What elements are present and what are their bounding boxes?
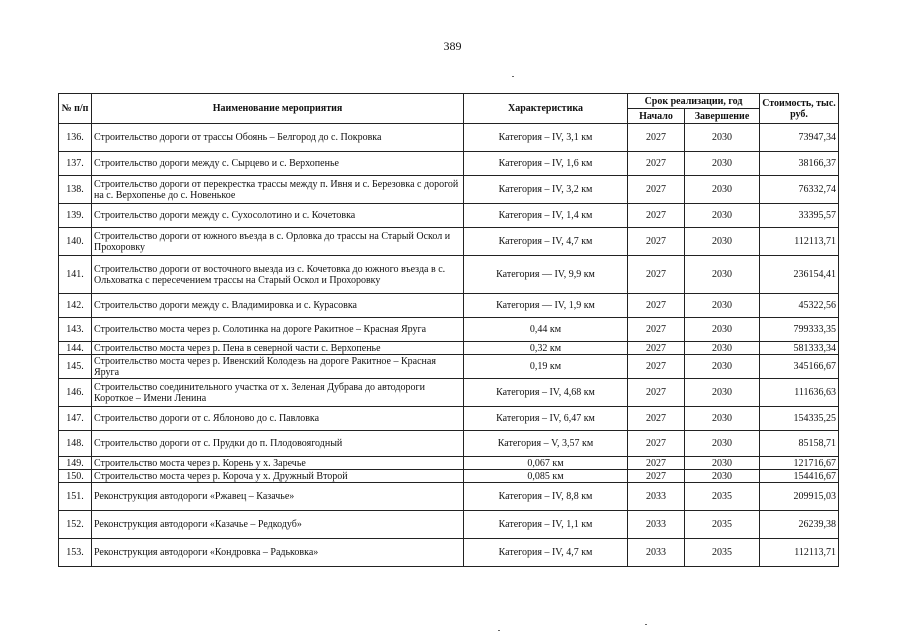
start-year: 2033 [628,483,685,511]
end-year: 2030 [685,204,760,228]
table-row [59,204,839,228]
header-start: Начало [628,109,685,124]
project-name: Строительство дороги от перекрестка трассы между п. Ивня и с. Березовка с дорогой на с. Верхопенье до с. Новенькое [92,176,464,204]
project-cost: 73947,34 [760,124,839,152]
table-row [59,511,839,539]
start-year: 2027 [628,256,685,294]
project-characteristic: Категория — IV, 1,9 км [464,294,628,318]
project-name: Реконструкция автодороги «Казачье – Редкодуб» [92,511,464,539]
project-characteristic: Категория – V, 3,57 км [464,431,628,457]
project-cost: 581333,34 [760,342,839,355]
start-year: 2027 [628,431,685,457]
start-year: 2027 [628,470,685,483]
start-year: 2027 [628,124,685,152]
table-row [59,318,839,342]
project-cost: 33395,57 [760,204,839,228]
end-year: 2030 [685,342,760,355]
project-characteristic: Категория – IV, 4,7 км [464,228,628,256]
table-row [59,294,839,318]
end-year: 2030 [685,355,760,379]
project-name: Строительство дороги от восточного выезда из с. Кочетовка до южного въезда в с. Ольховатка с пересечением трассы на Старый Оскол и Прохоровку [92,256,464,294]
header-characteristic: Характеристика [464,94,628,124]
table-row [59,176,839,204]
start-year: 2027 [628,228,685,256]
start-year: 2033 [628,539,685,567]
end-year: 2030 [685,470,760,483]
start-year: 2027 [628,152,685,176]
project-cost: 26239,38 [760,511,839,539]
project-name: Строительство моста через р. Корень у х. Заречье [92,457,464,470]
table-row [59,407,839,431]
project-characteristic: Категория – IV, 3,1 км [464,124,628,152]
table-row [59,539,839,567]
project-name: Строительство дороги между с. Сухосолотино и с. Кочетовка [92,204,464,228]
project-characteristic: Категория – IV, 1,1 км [464,511,628,539]
project-name: Строительство дороги между с. Владимировка и с. Курасовка [92,294,464,318]
row-number: 147. [59,407,92,431]
end-year: 2035 [685,539,760,567]
project-name: Строительство дороги от трассы Обоянь – Белгород до с. Покровка [92,124,464,152]
table-row [59,256,839,294]
project-cost: 111636,63 [760,379,839,407]
project-characteristic: Категория – IV, 3,2 км [464,176,628,204]
end-year: 2030 [685,228,760,256]
row-number: 136. [59,124,92,152]
end-year: 2030 [685,431,760,457]
project-cost: 799333,35 [760,318,839,342]
row-number: 152. [59,511,92,539]
project-cost: 112113,71 [760,539,839,567]
project-cost: 209915,03 [760,483,839,511]
row-number: 141. [59,256,92,294]
start-year: 2027 [628,318,685,342]
start-year: 2027 [628,342,685,355]
project-name: Строительство моста через р. Пена в северной части с. Верхопенье [92,342,464,355]
end-year: 2030 [685,379,760,407]
project-name: Строительство дороги от южного въезда в с. Орловка до трассы на Старый Оскол и Прохоровку [92,228,464,256]
project-name: Строительство моста через р. Короча у х. Дружный Второй [92,470,464,483]
project-cost: 236154,41 [760,256,839,294]
end-year: 2030 [685,318,760,342]
page-number: 389 [443,39,462,53]
row-number: 149. [59,457,92,470]
row-number: 140. [59,228,92,256]
start-year: 2027 [628,379,685,407]
scan-speck [498,630,500,631]
row-number: 139. [59,204,92,228]
project-cost: 345166,67 [760,355,839,379]
project-name: Строительство дороги от с. Прудки до п. Плодовоягодный [92,431,464,457]
header-num: № п/п [59,94,92,124]
end-year: 2030 [685,176,760,204]
scan-speck [512,76,514,77]
project-characteristic: Категория – IV, 8,8 км [464,483,628,511]
project-characteristic: 0,44 км [464,318,628,342]
row-number: 138. [59,176,92,204]
project-name: Реконструкция автодороги «Кондровка – Радьковка» [92,539,464,567]
project-characteristic: 0,32 км [464,342,628,355]
start-year: 2027 [628,457,685,470]
project-name: Реконструкция автодороги «Ржавец – Казачье» [92,483,464,511]
project-name: Строительство дороги между с. Сырцево и с. Верхопенье [92,152,464,176]
projects-table [58,93,839,567]
project-cost: 38166,37 [760,152,839,176]
project-name: Строительство соединительного участка от х. Зеленая Дубрава до автодороги Короткое – Имени Ленина [92,379,464,407]
header-end: Завершение [685,109,760,124]
row-number: 145. [59,355,92,379]
row-number: 142. [59,294,92,318]
start-year: 2027 [628,407,685,431]
header-period: Срок реализации, год [628,94,760,109]
project-characteristic: 0,085 км [464,470,628,483]
table-row [59,379,839,407]
table-row [59,355,839,379]
project-characteristic: Категория – IV, 1,6 км [464,152,628,176]
project-cost: 76332,74 [760,176,839,204]
row-number: 144. [59,342,92,355]
project-name: Строительство моста через р. Солотинка на дороге Ракитное – Красная Яруга [92,318,464,342]
table-row [59,152,839,176]
start-year: 2027 [628,204,685,228]
project-cost: 112113,71 [760,228,839,256]
project-cost: 45322,56 [760,294,839,318]
table-row [59,228,839,256]
project-characteristic: Категория – IV, 4,68 км [464,379,628,407]
table-row [59,124,839,152]
project-characteristic: Категория – IV, 4,7 км [464,539,628,567]
row-number: 137. [59,152,92,176]
end-year: 2030 [685,124,760,152]
start-year: 2033 [628,511,685,539]
project-characteristic: 0,067 км [464,457,628,470]
row-number: 151. [59,483,92,511]
end-year: 2030 [685,152,760,176]
end-year: 2030 [685,457,760,470]
row-number: 153. [59,539,92,567]
start-year: 2027 [628,294,685,318]
end-year: 2035 [685,483,760,511]
row-number: 143. [59,318,92,342]
project-name: Строительство дороги от с. Яблоново до с. Павловка [92,407,464,431]
header-cost: Стоимость, тыс. руб. [760,94,839,124]
project-cost: 85158,71 [760,431,839,457]
project-cost: 121716,67 [760,457,839,470]
table-row [59,457,839,470]
row-number: 148. [59,431,92,457]
project-characteristic: Категория — IV, 9,9 км [464,256,628,294]
project-cost: 154335,25 [760,407,839,431]
row-number: 150. [59,470,92,483]
end-year: 2030 [685,256,760,294]
end-year: 2030 [685,294,760,318]
row-number: 146. [59,379,92,407]
scan-speck [645,624,647,625]
end-year: 2030 [685,407,760,431]
project-name: Строительство моста через р. Ивенский Колодезь на дороге Ракитное – Красная Яруга [92,355,464,379]
table-row [59,431,839,457]
table-row [59,470,839,483]
header-name: Наименование мероприятия [92,94,464,124]
start-year: 2027 [628,355,685,379]
project-characteristic: Категория – IV, 6,47 км [464,407,628,431]
table-row [59,342,839,355]
project-characteristic: Категория – IV, 1,4 км [464,204,628,228]
table-row [59,483,839,511]
project-cost: 154416,67 [760,470,839,483]
project-characteristic: 0,19 км [464,355,628,379]
start-year: 2027 [628,176,685,204]
end-year: 2035 [685,511,760,539]
